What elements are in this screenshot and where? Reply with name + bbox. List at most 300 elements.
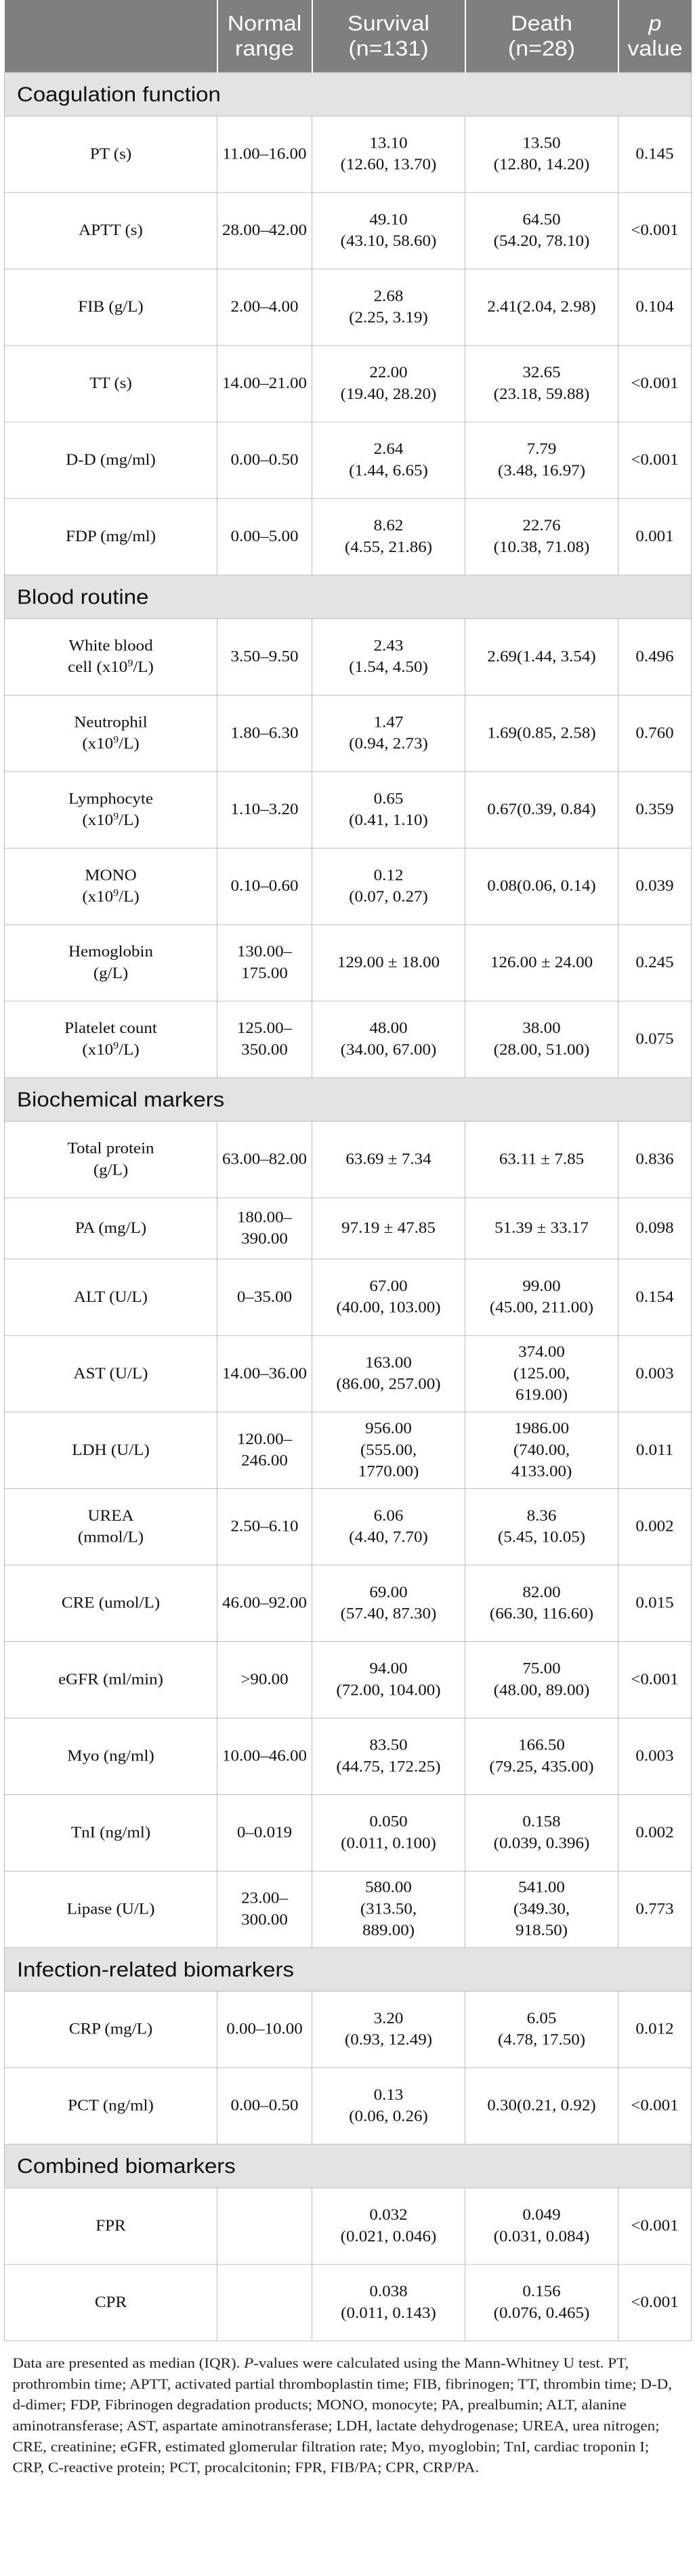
cell-death <box>465 269 618 345</box>
cell-p-value <box>618 772 692 848</box>
cell-p-value <box>618 1336 692 1412</box>
p-value: 0.003 <box>635 1365 674 1382</box>
survival-value: 2.68 <box>373 287 404 305</box>
death-iqr-cont: 918.50) <box>515 1922 568 1939</box>
cell-death <box>465 1198 618 1259</box>
death-value: 541.00 <box>518 1879 565 1897</box>
section-header-row <box>5 575 692 618</box>
cell-normal-range <box>217 1121 312 1198</box>
death-iqr: (66.30, 116.60) <box>489 1605 594 1623</box>
variable-name-l2 <box>9 1527 213 1548</box>
cell-variable <box>5 848 217 925</box>
cell-variable <box>5 269 217 345</box>
table-row <box>5 618 692 695</box>
table-row <box>5 848 692 925</box>
p-value: 0.002 <box>635 1518 674 1536</box>
survival-iqr: (555.00, <box>360 1441 417 1459</box>
cell-p-value <box>618 1642 692 1718</box>
p-value: 0.001 <box>635 528 674 545</box>
variable-name-l1: Lipase (U/L) <box>66 1900 155 1918</box>
variable-name-l1: PA (mg/L) <box>75 1219 147 1237</box>
cell-survival <box>312 1489 465 1565</box>
death-value: 0.30(0.21, 0.92) <box>487 2097 596 2115</box>
variable-name: FIB (g/L) <box>78 298 144 316</box>
table-row <box>5 1718 692 1795</box>
p-value: <0.001 <box>631 2097 679 2115</box>
variable-name-l2b: /L) <box>119 811 140 829</box>
variable-name-l2 <box>9 1040 213 1061</box>
cell-p-value <box>618 1198 692 1259</box>
header-survival <box>312 0 465 72</box>
table-row <box>5 192 692 269</box>
table-row <box>5 2068 692 2145</box>
variable-name-l2a: (x10 <box>82 1041 114 1059</box>
survival-value: 3.20 <box>373 2010 404 2027</box>
cell-p-value <box>618 848 692 925</box>
survival-iqr: (44.75, 172.25) <box>336 1758 441 1775</box>
cell-normal-range <box>217 772 312 848</box>
cell-variable <box>5 1489 217 1565</box>
death-value: 2.41(2.04, 2.98) <box>487 298 596 316</box>
death-iqr: (12.80, 14.20) <box>493 156 590 173</box>
cell-variable <box>5 116 217 192</box>
cell-survival <box>312 2264 465 2341</box>
cell-p-value <box>618 1489 692 1565</box>
survival-value: 97.19 ± 47.85 <box>341 1219 436 1237</box>
p-value: 0.760 <box>635 724 674 742</box>
survival-value: 0.65 <box>373 790 404 807</box>
cell-p-value <box>618 925 692 1001</box>
death-iqr: (23.18, 59.88) <box>493 385 590 403</box>
table-row <box>5 1001 692 1078</box>
variable-name-l1: TnI (ng/ml) <box>70 1823 151 1842</box>
p-value: <0.001 <box>631 221 679 239</box>
death-value: 8.36 <box>526 1507 557 1525</box>
cell-normal-range: 120.00–246.00 <box>217 1412 312 1489</box>
variable-name-l2a: (g/L) <box>93 965 129 982</box>
survival-iqr: (72.00, 104.00) <box>336 1681 441 1699</box>
normal-range: 0.00–5.00 <box>230 528 299 545</box>
death-value: 1.69(0.85, 2.58) <box>487 724 596 742</box>
cell-variable <box>5 499 217 575</box>
cell-death <box>465 422 618 499</box>
superscript: 9 <box>113 811 119 822</box>
normal-range: 0.10–0.60 <box>230 877 299 895</box>
cell-survival <box>312 1642 465 1718</box>
survival-iqr-cont: 1770.00) <box>358 1462 419 1481</box>
variable-name-l1: CRE (umol/L) <box>61 1595 161 1612</box>
cell-p-value <box>618 1121 692 1198</box>
header-p-value-l1: p <box>648 11 662 36</box>
survival-value: 0.13 <box>373 2086 404 2104</box>
survival-value: 956.00 <box>365 1420 412 1437</box>
variable-name-l2 <box>9 887 213 908</box>
cell-death <box>465 925 618 1001</box>
cell-p-value <box>618 1412 692 1489</box>
cell-variable <box>5 1259 217 1336</box>
superscript: 9 <box>113 734 119 746</box>
table-row <box>5 1871 692 1947</box>
header-p-value-l2: value <box>627 37 683 61</box>
cell-normal-range <box>217 192 312 269</box>
normal-range: 46.00–92.00 <box>222 1595 307 1612</box>
cell-variable <box>5 1871 217 1947</box>
survival-iqr: (1.54, 4.50) <box>349 658 428 676</box>
cell-variable <box>5 2264 217 2341</box>
cell-death <box>465 1871 618 1947</box>
cell-variable <box>5 192 217 269</box>
death-value: 0.049 <box>522 2206 561 2224</box>
death-value: 82.00 <box>522 1584 561 1601</box>
section-header-row <box>5 1947 692 1991</box>
death-iqr: (3.48, 16.97) <box>497 462 586 480</box>
header-normal-range-l1: Normal <box>227 11 302 36</box>
death-iqr: (0.031, 0.084) <box>493 2228 590 2245</box>
superscript: 9 <box>113 1040 119 1051</box>
cell-survival <box>312 925 465 1001</box>
variable-name-l1: ALT (U/L) <box>73 1288 148 1306</box>
header-variable <box>5 0 217 72</box>
variable-name-l2b: /L) <box>119 888 140 906</box>
survival-iqr-cont: 889.00) <box>362 1922 415 1939</box>
cell-p-value <box>618 116 692 192</box>
cell-normal-range: 125.00–350.00 <box>217 1001 312 1078</box>
death-iqr: (0.076, 0.465) <box>493 2304 590 2322</box>
death-iqr: (0.039, 0.396) <box>493 1834 590 1852</box>
normal-range: 63.00–82.00 <box>222 1150 307 1168</box>
death-value: 0.158 <box>522 1813 561 1831</box>
survival-value: 0.050 <box>369 1813 408 1831</box>
p-value: <0.001 <box>631 451 679 469</box>
table-row <box>5 2188 692 2264</box>
section-title: Coagulation function <box>5 72 692 116</box>
table-body <box>5 72 692 2574</box>
section-title: Biochemical markers <box>5 1078 692 1121</box>
normal-range: 14.00–36.00 <box>222 1365 307 1382</box>
normal-range: >90.00 <box>240 1670 289 1689</box>
cell-normal-range: 23.00–300.00 <box>217 1871 312 1947</box>
death-value: 38.00 <box>522 1019 561 1037</box>
cell-survival <box>312 345 465 422</box>
cell-death <box>465 1412 618 1489</box>
cell-survival <box>312 1565 465 1642</box>
section-title: Blood routine <box>5 575 692 618</box>
section-title: Combined biomarkers <box>5 2145 692 2188</box>
cell-normal-range <box>217 618 312 695</box>
death-value: 1986.00 <box>513 1420 570 1437</box>
cell-p-value <box>618 618 692 695</box>
cell-normal-range <box>217 1718 312 1795</box>
variable-name-l1: PCT (ng/ml) <box>68 2097 154 2115</box>
survival-value: 129.00 ± 18.00 <box>337 954 440 971</box>
death-value: 63.11 ± 7.85 <box>499 1150 585 1168</box>
cell-normal-range <box>217 269 312 345</box>
variable-name-l1: Myo (ng/ml) <box>67 1747 154 1765</box>
cell-variable <box>5 1718 217 1795</box>
cell-normal-range <box>217 116 312 192</box>
cell-p-value <box>618 269 692 345</box>
p-value: 0.836 <box>635 1150 674 1168</box>
cell-variable <box>5 1198 217 1259</box>
death-iqr-cont: 619.00) <box>515 1386 568 1404</box>
section-header-row <box>5 72 692 116</box>
normal-range: 14.00–21.00 <box>222 375 307 392</box>
cell-variable <box>5 2068 217 2145</box>
cell-survival <box>312 618 465 695</box>
death-iqr: (125.00, <box>513 1365 570 1382</box>
cell-normal-range <box>217 1336 312 1412</box>
variable-name: PT (s) <box>89 145 132 163</box>
survival-value: 6.06 <box>373 1507 404 1525</box>
header-normal-range <box>217 0 312 72</box>
cell-death <box>465 192 618 269</box>
table-row <box>5 269 692 345</box>
variable-name-l2a: cell (x10 <box>68 658 128 676</box>
death-value: 75.00 <box>522 1660 561 1678</box>
cell-survival <box>312 1121 465 1198</box>
cell-variable <box>5 1642 217 1718</box>
cell-p-value <box>618 695 692 772</box>
cell-survival <box>312 1412 465 1489</box>
variable-name-l2b: /L) <box>133 658 154 676</box>
variable-name-l1: Hemoglobin <box>68 943 153 960</box>
cell-death <box>465 1794 618 1871</box>
normal-range: 2.00–4.00 <box>230 298 299 316</box>
cell-death <box>465 1565 618 1642</box>
death-iqr: (48.00, 89.00) <box>493 1681 590 1699</box>
table-row <box>5 772 692 848</box>
cell-variable <box>5 925 217 1001</box>
cell-variable <box>5 345 217 422</box>
normal-range: 1.80–6.30 <box>230 724 299 742</box>
table-row <box>5 2264 692 2341</box>
variable-name-l2a: (x10 <box>82 811 114 829</box>
superscript: 9 <box>113 887 119 899</box>
death-value: 0.08(0.06, 0.14) <box>487 877 596 895</box>
header-death-l1: Death <box>511 11 572 36</box>
cell-survival <box>312 269 465 345</box>
cell-normal-range <box>217 345 312 422</box>
survival-value: 22.00 <box>369 364 408 381</box>
variable-name-l2a: (g/L) <box>93 1161 129 1179</box>
p-value: 0.245 <box>635 954 674 971</box>
cell-variable <box>5 618 217 695</box>
cell-p-value <box>618 1565 692 1642</box>
cell-p-value <box>618 2188 692 2264</box>
variable-name-l1: FPR <box>96 2217 126 2235</box>
variable-name-l1: AST (U/L) <box>73 1365 148 1382</box>
cell-death <box>465 1001 618 1078</box>
cell-normal-range <box>217 1565 312 1642</box>
death-value: 6.05 <box>526 2010 557 2027</box>
survival-iqr: (34.00, 67.00) <box>340 1041 437 1059</box>
cell-survival <box>312 1198 465 1259</box>
table-row <box>5 1565 692 1642</box>
survival-value: 8.62 <box>373 517 404 534</box>
cell-variable <box>5 1991 217 2068</box>
cell-normal-range <box>217 2068 312 2145</box>
cell-death <box>465 1718 618 1795</box>
p-value: 0.015 <box>635 1595 674 1612</box>
survival-iqr: (1.44, 6.65) <box>349 462 428 480</box>
table-row <box>5 1794 692 1871</box>
cell-normal-range <box>217 695 312 772</box>
normal-range: 2.50–6.10 <box>230 1518 299 1536</box>
death-value: 126.00 ± 24.00 <box>490 954 593 971</box>
survival-iqr: (57.40, 87.30) <box>340 1605 437 1623</box>
cell-normal-range <box>217 1794 312 1871</box>
variable-name-l2b: /L) <box>119 1041 140 1059</box>
table-row <box>5 1991 692 2068</box>
survival-iqr: (313.50, <box>360 1900 417 1918</box>
cell-normal-range: 130.00–175.00 <box>217 925 312 1001</box>
survival-value: 0.038 <box>369 2283 408 2300</box>
cell-variable <box>5 1121 217 1198</box>
cell-normal-range: 180.00–390.00 <box>217 1198 312 1259</box>
normal-range: 0–0.019 <box>236 1823 293 1842</box>
variable-name-l1: MONO <box>85 866 137 884</box>
header-p-value <box>618 0 692 72</box>
survival-value: 63.69 ± 7.34 <box>345 1150 431 1168</box>
death-iqr: (4.78, 17.50) <box>497 2031 586 2049</box>
cell-p-value <box>618 1991 692 2068</box>
cell-normal-range <box>217 422 312 499</box>
cell-death <box>465 345 618 422</box>
cell-variable <box>5 772 217 848</box>
death-iqr: (5.45, 10.05) <box>497 1528 586 1546</box>
cell-survival <box>312 2188 465 2264</box>
cell-variable <box>5 1565 217 1642</box>
variable-name-l1: Lymphocyte <box>68 790 153 807</box>
table-row <box>5 499 692 575</box>
survival-value: 49.10 <box>369 211 408 228</box>
cell-variable <box>5 1794 217 1871</box>
table-row <box>5 1336 692 1412</box>
survival-value: 48.00 <box>369 1019 408 1037</box>
section-header-row <box>5 1078 692 1121</box>
cell-p-value <box>618 1794 692 1871</box>
variable-name: TT (s) <box>89 375 132 392</box>
cell-p-value <box>618 345 692 422</box>
footnote-part1: Data are presented as median (IQR). <box>12 2355 245 2371</box>
survival-iqr: (0.93, 12.49) <box>344 2031 433 2049</box>
survival-value: 580.00 <box>365 1879 412 1897</box>
p-value: <0.001 <box>631 2294 679 2311</box>
p-value: 0.154 <box>635 1288 674 1306</box>
death-iqr: (54.20, 78.10) <box>493 232 590 250</box>
cell-death <box>465 1336 618 1412</box>
cell-p-value <box>618 192 692 269</box>
cell-p-value <box>618 2068 692 2145</box>
cell-survival <box>312 772 465 848</box>
cell-survival <box>312 1259 465 1336</box>
normal-range: 0.00–10.00 <box>226 2021 303 2038</box>
survival-iqr: (0.011, 0.100) <box>341 1834 436 1852</box>
survival-value: 69.00 <box>369 1584 408 1601</box>
normal-range: 10.00–46.00 <box>222 1747 307 1765</box>
variable-name-l2 <box>9 734 213 755</box>
cell-death <box>465 2264 618 2341</box>
death-value: 0.67(0.39, 0.84) <box>487 801 596 818</box>
cell-death <box>465 1489 618 1565</box>
table-row <box>5 1198 692 1259</box>
death-value: 166.50 <box>518 1737 565 1754</box>
cell-survival <box>312 1718 465 1795</box>
table-row <box>5 1259 692 1336</box>
survival-iqr: (4.40, 7.70) <box>349 1528 428 1546</box>
cell-survival <box>312 1336 465 1412</box>
section-title: Infection-related biomarkers <box>5 1947 692 1991</box>
p-value: 0.359 <box>635 801 674 818</box>
normal-range: 1.10–3.20 <box>230 801 299 818</box>
table-row <box>5 1489 692 1565</box>
cell-normal-range <box>217 1489 312 1565</box>
survival-iqr: (0.41, 1.10) <box>349 811 428 829</box>
cell-variable <box>5 422 217 499</box>
death-value: 0.156 <box>522 2283 561 2300</box>
cell-survival <box>312 1871 465 1947</box>
normal-range: 0–35.00 <box>236 1288 293 1306</box>
survival-value: 0.032 <box>369 2206 408 2224</box>
death-value: 32.65 <box>522 364 561 381</box>
cell-survival <box>312 1001 465 1078</box>
survival-value: 83.50 <box>369 1737 408 1754</box>
variable-name-l2 <box>9 810 213 832</box>
cell-death <box>465 1642 618 1718</box>
survival-value: 2.64 <box>373 440 404 458</box>
normal-range: 28.00–42.00 <box>222 221 307 239</box>
p-value: 0.075 <box>635 1030 674 1048</box>
death-value: 99.00 <box>522 1278 561 1295</box>
cell-p-value <box>618 1718 692 1795</box>
cell-variable <box>5 2188 217 2264</box>
variable-name: D-D (mg/ml) <box>66 451 156 469</box>
cell-normal-range <box>217 499 312 575</box>
cell-death <box>465 2068 618 2145</box>
survival-iqr: (0.06, 0.26) <box>349 2107 428 2126</box>
variable-name-l2a: (x10 <box>82 888 114 906</box>
survival-iqr: (0.07, 0.27) <box>349 888 428 906</box>
table-row <box>5 422 692 499</box>
p-value: 0.003 <box>635 1747 674 1765</box>
survival-value: 1.47 <box>373 713 404 732</box>
cell-survival <box>312 848 465 925</box>
p-value: 0.098 <box>635 1219 674 1237</box>
survival-iqr: (2.25, 3.19) <box>349 309 428 326</box>
survival-iqr: (0.011, 0.143) <box>341 2304 436 2322</box>
cell-death <box>465 1991 618 2068</box>
p-value: 0.104 <box>635 298 674 316</box>
p-value: <0.001 <box>631 1670 679 1689</box>
cell-p-value <box>618 422 692 499</box>
survival-value: 13.10 <box>369 134 408 152</box>
normal-range: 3.50–9.50 <box>230 648 299 665</box>
header-survival-l1: Survival <box>348 11 429 36</box>
cell-survival <box>312 695 465 772</box>
cell-death <box>465 772 618 848</box>
death-value: 13.50 <box>522 134 561 152</box>
variable-name-l1: Platelet count <box>64 1019 157 1037</box>
variable-name-l1: Neutrophil <box>74 713 148 732</box>
p-value: 0.496 <box>635 648 674 665</box>
cell-normal-range <box>217 2188 312 2264</box>
p-value: 0.002 <box>635 1823 674 1842</box>
variable-name-l1: Total protein <box>67 1139 154 1158</box>
variable-name-l2a: (x10 <box>82 735 114 753</box>
cell-survival <box>312 499 465 575</box>
variable-name-l1: White blood <box>68 637 153 655</box>
survival-value: 163.00 <box>365 1354 412 1372</box>
